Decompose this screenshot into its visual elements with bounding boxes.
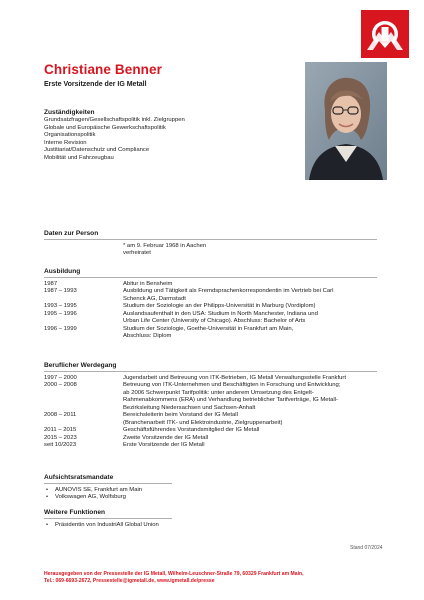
marital-status: verheiratet — [123, 250, 151, 257]
section-mandate — [44, 474, 172, 502]
timeline-year: 2008 – 2011 — [44, 412, 77, 419]
timeline-text: Jugendarbeit und Betreuung von ITK-Betrieben, IG Metall Verwaltungsstelle Frankfurt — [123, 374, 346, 381]
timeline-row — [44, 311, 393, 326]
list-item: Mobilität und Fahrzeugbau — [44, 154, 114, 161]
timeline-row — [44, 303, 393, 311]
section-heading: Weitere Funktionen — [44, 509, 106, 516]
timeline-row — [44, 412, 393, 427]
timeline-text: Ausbildung und Tätigkeit als Fremdsprachenkorrespondentin im Vertrieb bei Carl — [123, 288, 334, 295]
timeline-text: Erste Vorsitzende der IG Metall — [123, 442, 205, 449]
timeline-text: Bezirksleitung Niedersachsen und Sachsen-Anhalt — [123, 404, 256, 411]
timeline-year: 1997 – 2000 — [44, 374, 77, 381]
section-heading: Ausbildung — [44, 268, 81, 275]
document-date: Stand 07/2024 — [350, 545, 383, 551]
section-heading: Beruflicher Werdegang — [44, 362, 117, 369]
divider — [44, 239, 377, 240]
timeline-text: ab 2006 Schwerpunkt Tarifpolitik: unter anderem Umsetzung des Entgelt- — [123, 389, 314, 396]
footer — [44, 571, 304, 585]
list-item: Grundsatzfragen/Gesellschaftspolitik inkl. Zielgruppen — [44, 117, 185, 123]
section-funktionen — [44, 509, 172, 529]
timeline-text: Urban Life Center (University of Chicago). Abschluss: Bachelor of Arts — [123, 318, 306, 325]
timeline-year: 1987 – 1993 — [44, 288, 77, 295]
timeline-row — [44, 442, 393, 450]
timeline-text: Betreuung von ITK-Unternehmen und Beschäftigten in Forschung und Entwicklung; — [123, 382, 341, 389]
timeline-row — [44, 382, 393, 412]
timeline-text: Abitur in Bensheim — [123, 280, 173, 287]
timeline-year: seit 10/2023 — [44, 442, 77, 449]
timeline-row — [44, 326, 393, 341]
timeline-text: Geschäftsführendes Vorstandsmitglied der IG Metall — [123, 427, 260, 434]
timeline-text: Schenck AG, Darmstadt — [123, 295, 186, 302]
timeline-text: Abschluss: Diplom — [123, 333, 172, 340]
divider — [44, 277, 377, 278]
timeline-text: Rahmenabkommens (ERA) und Verhandlung betrieblicher Tarifverträge, IG Metall- — [123, 397, 339, 404]
list-item: • Präsidentin von IndustriAll Global Union — [44, 522, 172, 530]
section-ausbildung — [44, 268, 393, 341]
list-item: Organisationspolitik — [44, 132, 96, 139]
portrait-photo — [305, 62, 387, 180]
divider — [44, 518, 172, 519]
list-item: • AUNOVIS SE, Frankfurt am Main — [44, 487, 172, 495]
ig-metall-logo — [361, 10, 409, 58]
timeline-text: Studium der Soziologie, Goethe-Universität in Frankfurt am Main, — [123, 325, 294, 332]
timeline-year: 2015 – 2023 — [44, 434, 77, 441]
ig-metall-logo-icon — [361, 10, 409, 58]
list-item: Justitiariat/Datenschutz und Compliance — [44, 147, 150, 154]
section-heading: Aufsichtsratsmandate — [44, 474, 114, 481]
timeline-year: 1987 — [44, 280, 58, 287]
divider — [44, 371, 377, 372]
timeline-year: 2011 – 2015 — [44, 427, 77, 434]
timeline-text: (Branchenarbeit ITK- und Elektroindustrie, Zielgruppenarbeit) — [123, 419, 283, 426]
birth-line: * am 9. Februar 1968 in Aachen — [123, 242, 207, 249]
list-item: Globale und Europäische Gewerkschaftspolitik — [44, 124, 166, 131]
portrait-image — [305, 62, 387, 180]
section-daten-zur-person — [44, 230, 377, 258]
timeline-row — [44, 427, 393, 435]
section-heading: Zuständigkeiten — [44, 109, 95, 116]
divider — [44, 483, 172, 484]
footer-contact: Tel.: 069-6693-2672, Pressestelle@igmetall.de, www.igmetall.de/presse — [44, 578, 215, 585]
timeline-row — [44, 435, 393, 443]
timeline-row — [44, 375, 393, 383]
timeline-year: 1993 – 1995 — [44, 303, 77, 310]
timeline-row — [44, 281, 393, 289]
timeline-year: 2000 – 2008 — [44, 382, 77, 389]
person-name: Christiane Benner — [44, 62, 162, 77]
list-item: Interne Revision — [44, 139, 87, 146]
section-heading: Daten zur Person — [44, 230, 99, 237]
footer-address: Herausgegeben von der Pressestelle der IG Metall, Wilhelm-Leuschner-Straße 79, 60329 Frankfurt am Main, — [44, 571, 304, 577]
timeline-text: Bereichsleiterin beim Vorstand der IG Metall — [123, 412, 238, 419]
timeline-text: Auslandsaufenthalt in den USA: Studium in North Manchester, Indiana und — [123, 310, 318, 317]
timeline-text: Zweite Vorsitzende der IG Metall — [123, 434, 209, 441]
timeline-year: 1996 – 1999 — [44, 325, 77, 332]
list-item: • Volkswagen AG, Wolfsburg — [44, 494, 172, 502]
section-zustaendigkeiten — [44, 109, 185, 163]
section-werdegang — [44, 362, 393, 450]
timeline-text: Studium der Soziologie an der Philipps-Universität in Marburg (Vordiplom) — [123, 303, 316, 310]
timeline-year: 1995 – 1996 — [44, 310, 77, 317]
timeline-row — [44, 288, 393, 303]
person-title: Erste Vorsitzende der IG Metall — [44, 81, 147, 88]
